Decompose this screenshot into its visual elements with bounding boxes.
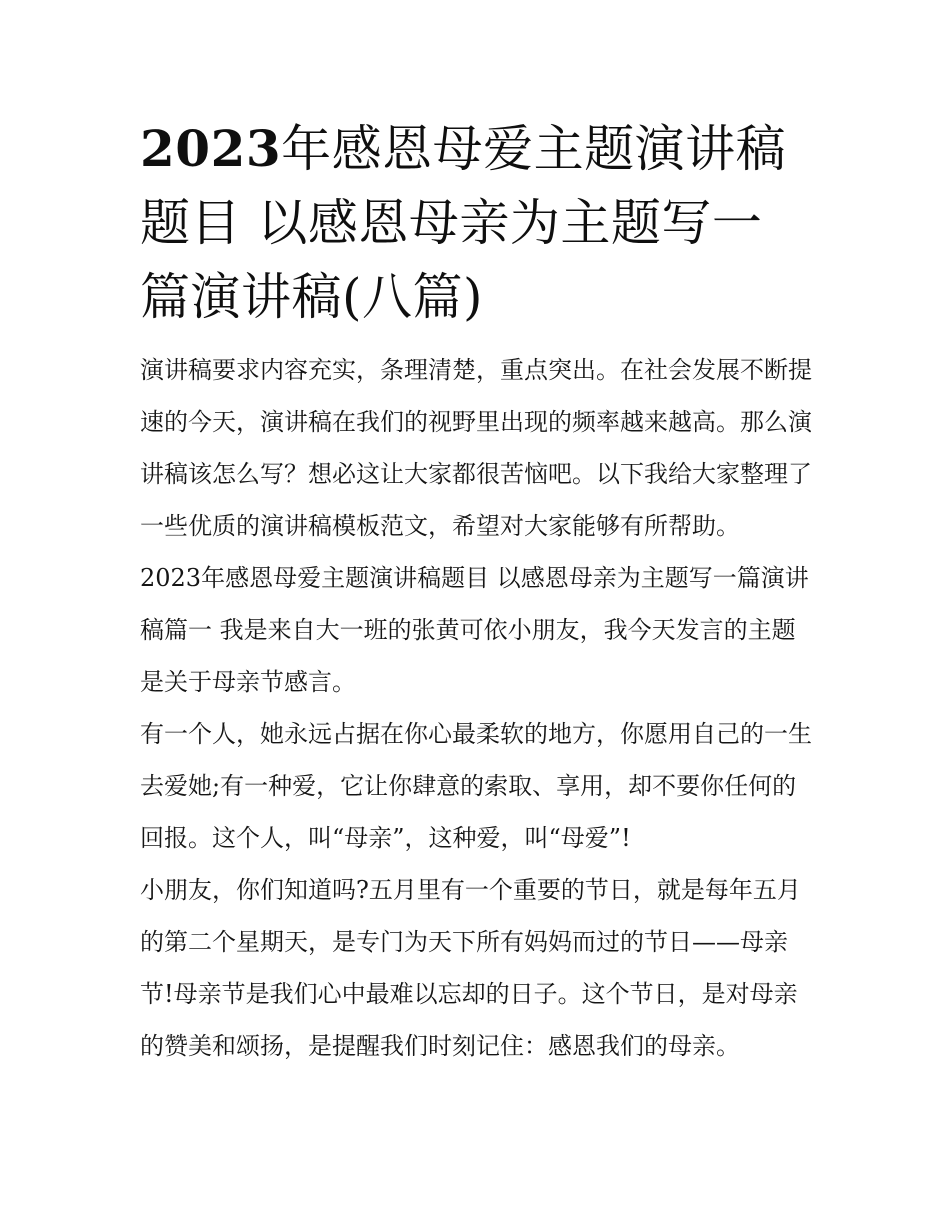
speech-heading-paragraph: 2023年感恩母爱主题演讲稿题目 以感恩母亲为主题写一篇演讲稿篇一 我是来自大一班的张黄可依小朋友，我今天发言的主题是关于母亲节感言。 [140,564,809,696]
body-paragraph-mothers-day: 小朋友，你们知道吗?五月里有一个重要的节日，就是每年五月的第二个星期天，是专门为天下所有妈妈而过的节日——母亲节!母亲节是我们心中最难以忘却的日子。这个节日，是对母亲的赞美和颂扬，是提醒我们时刻记住：感恩我们的母亲。 [140,876,801,1060]
document-title [140,112,812,334]
document-page [140,112,812,1072]
title-text: 年感恩母爱主题演讲稿题目 以感恩母亲为主题写一篇演讲稿(八篇) [140,120,787,326]
title-year: 2023 [140,119,282,178]
intro-paragraph: 演讲稿要求内容充实，条理清楚，重点突出。在社会发展不断提速的今天，演讲稿在我们的视野里出现的频率越来越高。那么演讲稿该怎么写？想必这让大家都很苦恼吧。以下我给大家整理了一些优质的演讲稿模板范文，希望对大家能够有所帮助。 [140,356,812,540]
body-paragraph-mother-love: 有一个人，她永远占据在你心最柔软的地方，你愿用自己的一生去爱她;有一种爱，它让你肆意的索取、享用，却不要你任何的回报。这个人，叫“母亲”，这种爱，叫“母爱”! [140,720,812,852]
